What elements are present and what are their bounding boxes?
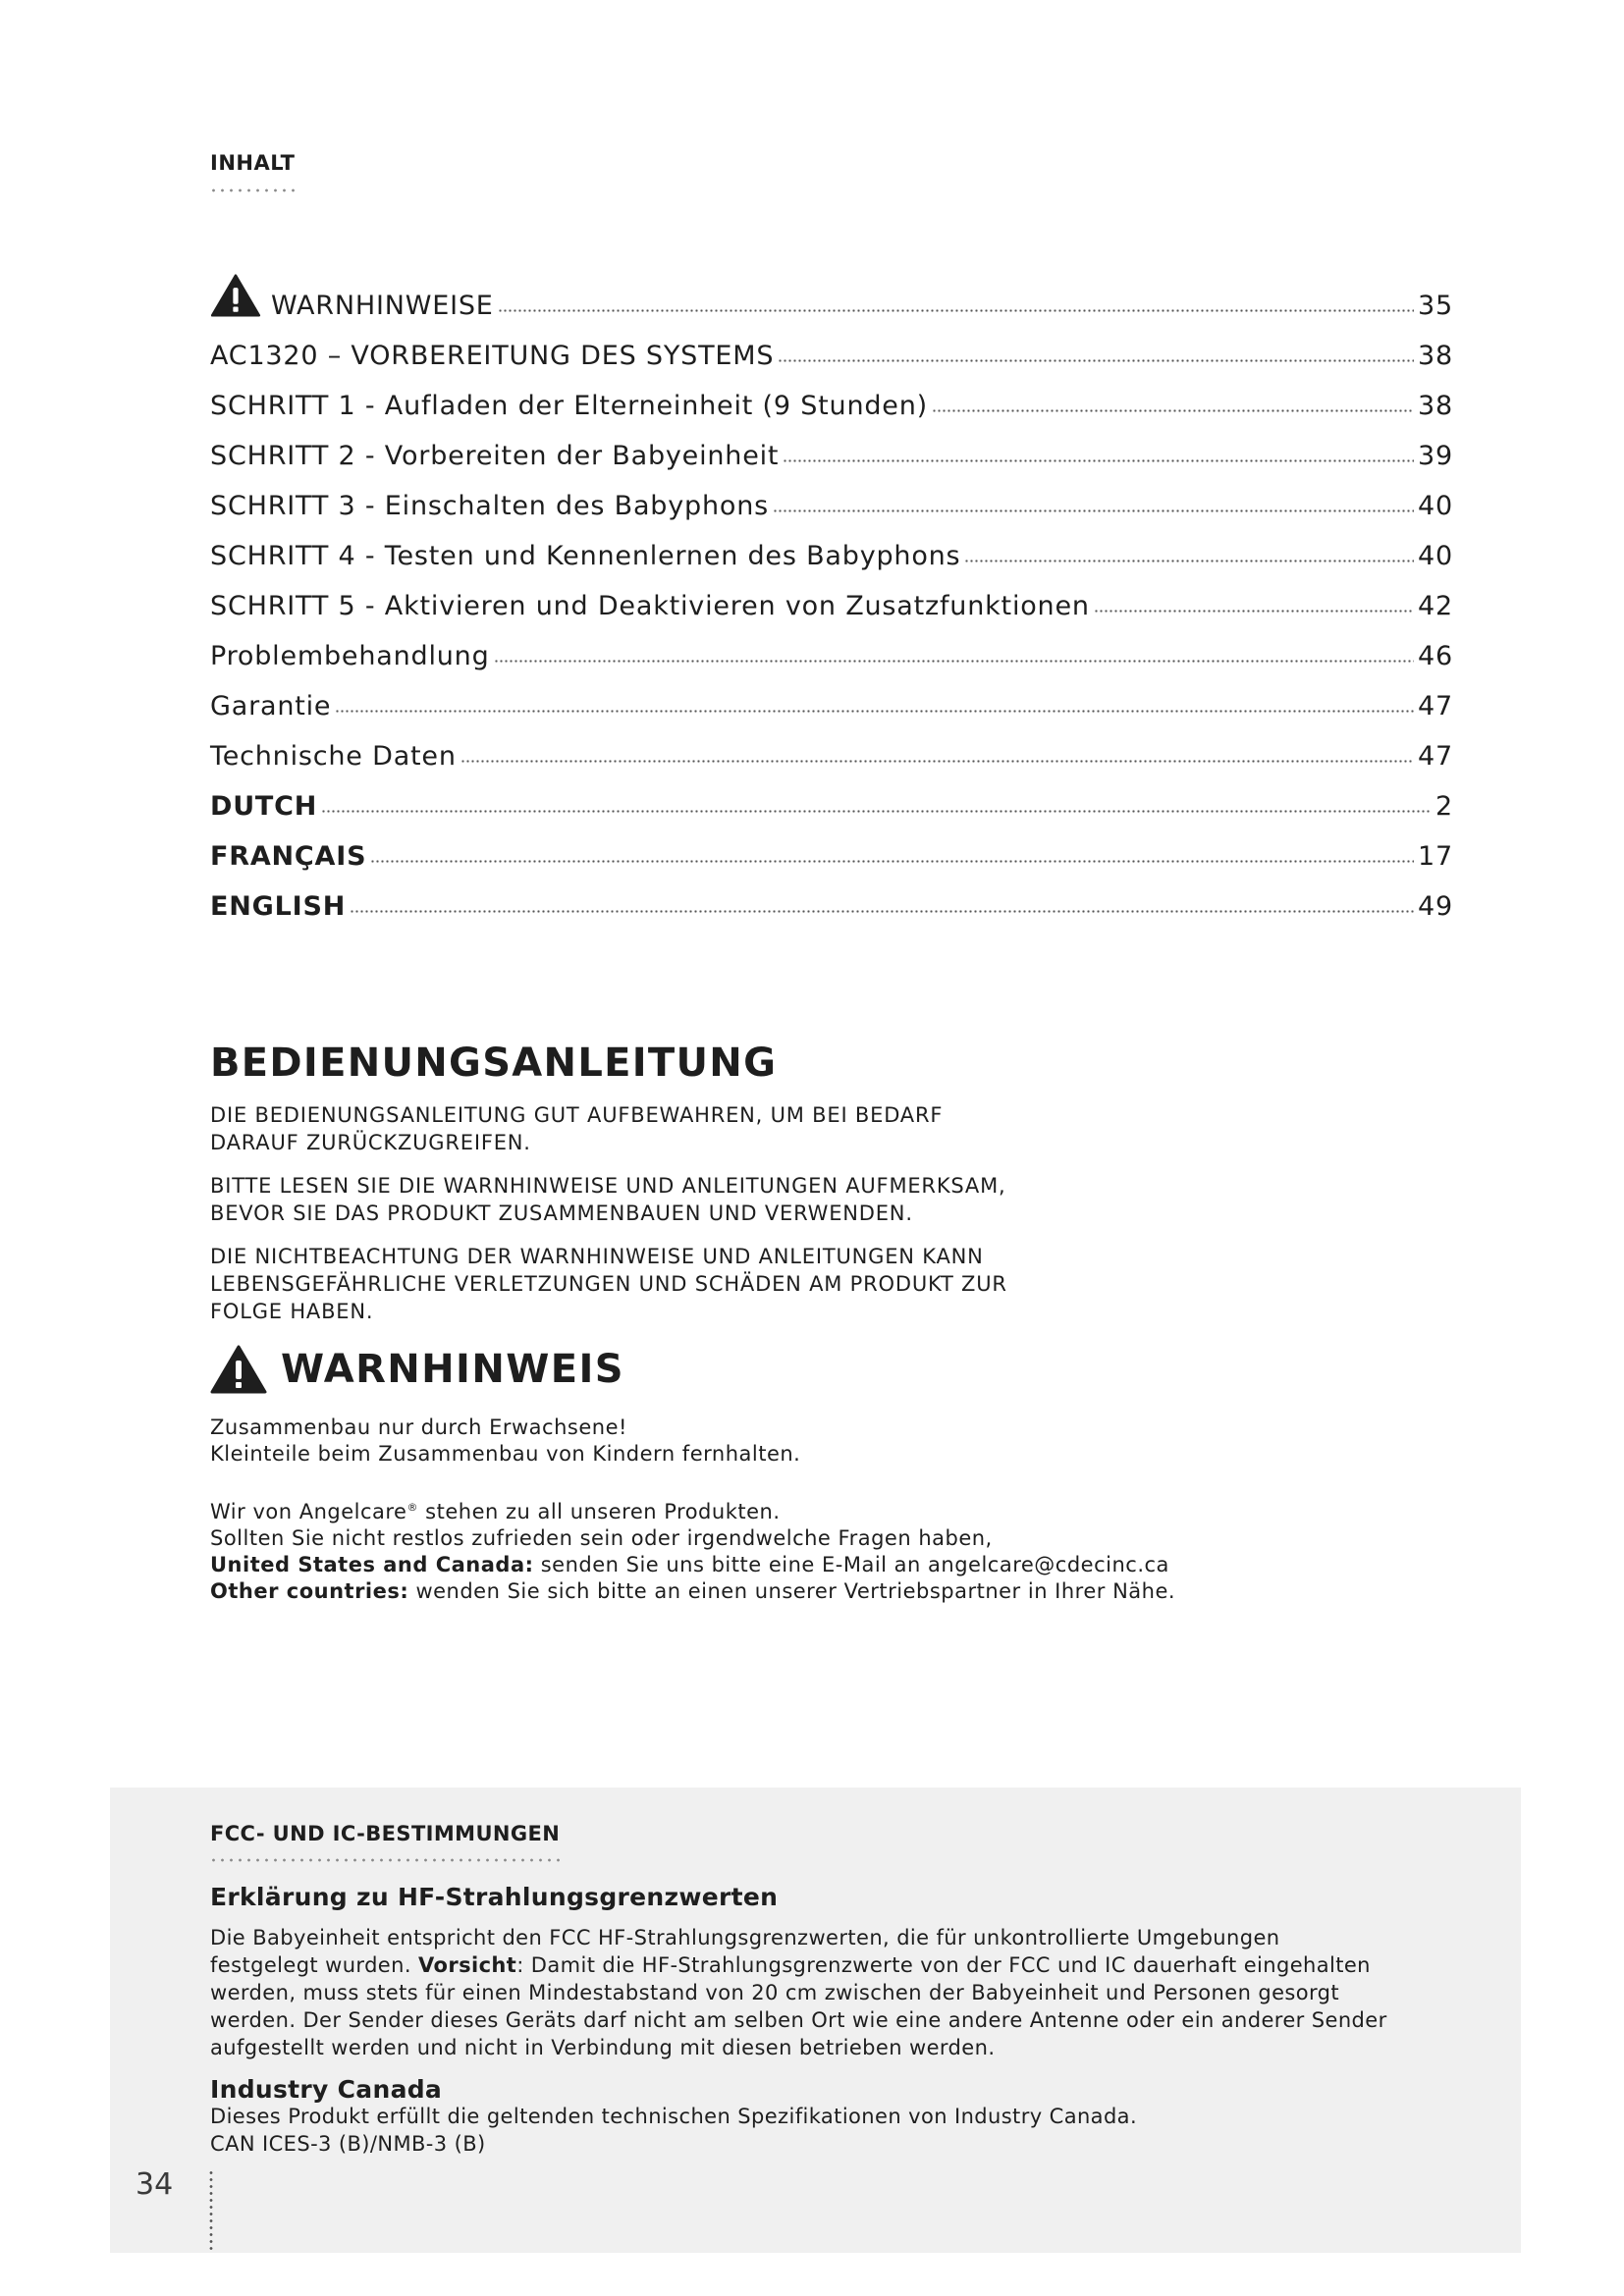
toc-entry-page: 47 [1418,741,1453,772]
toc-entry [210,772,1453,822]
contact-line-2: Sollten Sie nicht restlos zufrieden sein oder irgendwelche Fragen haben, [210,1526,993,1550]
toc-dot-leader [773,509,1414,512]
ic-line-2: CAN ICES-3 (B)/NMB-3 (B) [210,2132,486,2156]
toc-entry-label [210,441,779,471]
toc-entry-page: 17 [1418,841,1453,872]
toc-entry-label [210,641,490,671]
contact-line-1-end: stehen zu all unseren Produkten. [417,1500,781,1523]
toc-entry-label [210,841,366,872]
toc-entry-label [210,891,346,922]
toc-entry [210,872,1453,922]
contact-other-label: Other countries: [210,1579,409,1603]
toc-entry-text: SCHRITT 2 - Vorbereiten der Babyeinheit [210,441,780,471]
toc-entry-text: SCHRITT 3 - Einschalten des Babyphons [210,491,769,521]
toc-dot-leader [494,660,1415,663]
rf-line-1: Die Babyeinheit entspricht den FCC HF-Strahlungsgrenzwerten, die für unkontrollierte Umgebungen [210,1926,1280,1949]
rf-line-5: aufgestellt werden und nicht in Verbindung mit diesen betrieben werden. [210,2036,996,2059]
toc-entry-text: FRANÇAIS [210,841,367,872]
warning-line-1: Zusammenbau nur durch Erwachsene! [210,1415,627,1439]
toc-entry-page: 46 [1418,641,1453,671]
contact-line-1 [210,1494,1175,1525]
toc-dot-leader [350,910,1414,913]
toc-dot-leader [335,710,1414,713]
toc-dot-leader [1094,610,1414,613]
toc-entry-page: 47 [1418,691,1453,721]
toc-entry [210,571,1453,621]
toc-entry-page: 35 [1418,291,1453,321]
fcc-title-underline [209,1858,565,1862]
rf-line-3: werden, muss stets für einen Mindestabstand von 20 cm zwischen der Babyeinheit und Personen gesorgt [210,1981,1340,2004]
toc-entry-page: 2 [1435,791,1453,822]
toc-entry-label [210,791,317,822]
toc-entry [210,421,1453,471]
manual-paragraph-keep: DIE BEDIENUNGSANLEITUNG GUT AUFBEWAHREN, UM BEI BEDARF DARAUF ZURÜCKZUGREIFEN. [210,1103,944,1154]
toc-dot-leader [370,860,1414,863]
toc-entry [210,321,1453,371]
warning-title: WARNHINWEIS [281,1347,624,1392]
toc-entry-label [210,691,331,721]
toc-entry-label [210,341,774,371]
toc-entry-label [210,741,457,772]
toc-entry-text: ENGLISH [210,891,347,922]
toc-entry-page: 49 [1418,891,1453,922]
toc-entry-page: 40 [1418,541,1453,571]
toc-entry [210,822,1453,872]
toc-entry [210,671,1453,721]
page-number-dots [209,2169,213,2254]
toc-entry-text: SCHRITT 4 - Testen und Kennenlernen des Babyphons [210,541,961,571]
toc-entry-label [210,491,769,521]
ic-heading: Industry Canada [210,2075,443,2104]
rf-heading: Erklärung zu HF-Strahlungsgrenzwerten [210,1883,779,1911]
fcc-title: FCC- UND IC-BESTIMMUNGEN [210,1822,561,1845]
ic-line-1: Dieses Produkt erfüllt die geltenden technischen Spezifikationen von Industry Canada. [210,2105,1138,2128]
ic-paragraph [210,2103,1457,2158]
warning-triangle-icon [210,1345,267,1394]
warning-line-2: Kleinteile beim Zusammenbau von Kindern fernhalten. [210,1442,801,1466]
toc-dot-leader [932,409,1414,412]
contact-text [210,1494,1175,1605]
toc-dot-leader [778,359,1414,362]
rf-line-2 [210,1951,1457,1979]
toc-entry-label [210,541,960,571]
toc-dot-leader [321,810,1432,813]
toc-dot-leader [460,760,1414,763]
toc-entry-text: SCHRITT 5 - Aktivieren und Deaktivieren von Zusatzfunktionen [210,591,1090,621]
toc-entry-text: WARNHINWEISE [271,291,494,321]
toc-entry-text: Technische Daten [210,741,457,772]
toc-entry [210,521,1453,571]
toc-entry-text: DUTCH [210,791,318,822]
warning-text [210,1415,800,1468]
toc-entry-page: 39 [1418,441,1453,471]
contact-line-us [210,1552,1175,1578]
toc-entry [210,621,1453,671]
toc-entry [210,721,1453,772]
toc-entry [210,271,1453,321]
toc-entry-page: 42 [1418,591,1453,621]
manual-paragraph-read: BITTE LESEN SIE DIE WARNHINWEISE UND ANLEITUNGEN AUFMERKSAM, BEVOR SIE DAS PRODUKT ZUSAMMENBAUEN UND VERWENDEN. [210,1174,1006,1225]
toc-entry-page: 40 [1418,491,1453,521]
contact-other-text: wenden Sie sich bitte an einen unserer Vertriebspartner in Ihrer Nähe. [408,1579,1176,1603]
toc-entry [210,471,1453,521]
toc-entry-label [210,591,1090,621]
contact-line-1-start: Wir von Angelcare [210,1500,407,1523]
toc-entry-page: 38 [1418,391,1453,421]
registered-mark: ® [406,1501,418,1514]
toc-entry-text: SCHRITT 1 - Aufladen der Elterneinheit (9 Stunden) [210,391,928,421]
toc-entry-label [210,391,928,421]
toc-entry-text: AC1320 – VORBEREITUNG DES SYSTEMS [210,341,775,371]
toc-dot-leader [783,459,1414,462]
warning-heading [210,1345,624,1394]
table-of-contents [210,271,1453,922]
page-number: 34 [135,2167,174,2202]
contents-heading-underline [209,188,298,192]
rf-line-2-end: : Damit die HF-Strahlungsgrenzwerte von der FCC und IC dauerhaft eingehalten [516,1953,1371,1977]
rf-caution-label: Vorsicht [418,1953,517,1977]
toc-dot-leader [498,309,1414,312]
manual-title: BEDIENUNGSANLEITUNG [210,1041,778,1086]
toc-entry-text: Problembehandlung [210,641,490,671]
contact-line-other [210,1578,1175,1605]
toc-entry-page: 38 [1418,341,1453,371]
toc-dot-leader [964,560,1414,562]
toc-entry [210,371,1453,421]
contents-heading: INHALT [210,151,296,175]
toc-entry-text: Garantie [210,691,332,721]
rf-paragraph [210,1924,1457,2061]
contact-us-label: United States and Canada: [210,1553,534,1576]
toc-entry-label [210,274,494,321]
contact-us-text: senden Sie uns bitte eine E-Mail an angelcare@cdecinc.ca [533,1553,1169,1576]
manual-paragraph-danger: DIE NICHTBEACHTUNG DER WARNHINWEISE UND ANLEITUNGEN KANN LEBENSGEFÄHRLICHE VERLETZUNGEN UND SCHÄDEN AM PRODUKT ZUR FOLGE HABEN. [210,1245,1007,1323]
warning-triangle-icon [210,274,261,317]
rf-line-2-start: festgelegt wurden. [210,1953,418,1977]
rf-line-4: werden. Der Sender dieses Geräts darf nicht am selben Ort wie eine andere Antenne oder ein anderer Sender [210,2008,1387,2032]
